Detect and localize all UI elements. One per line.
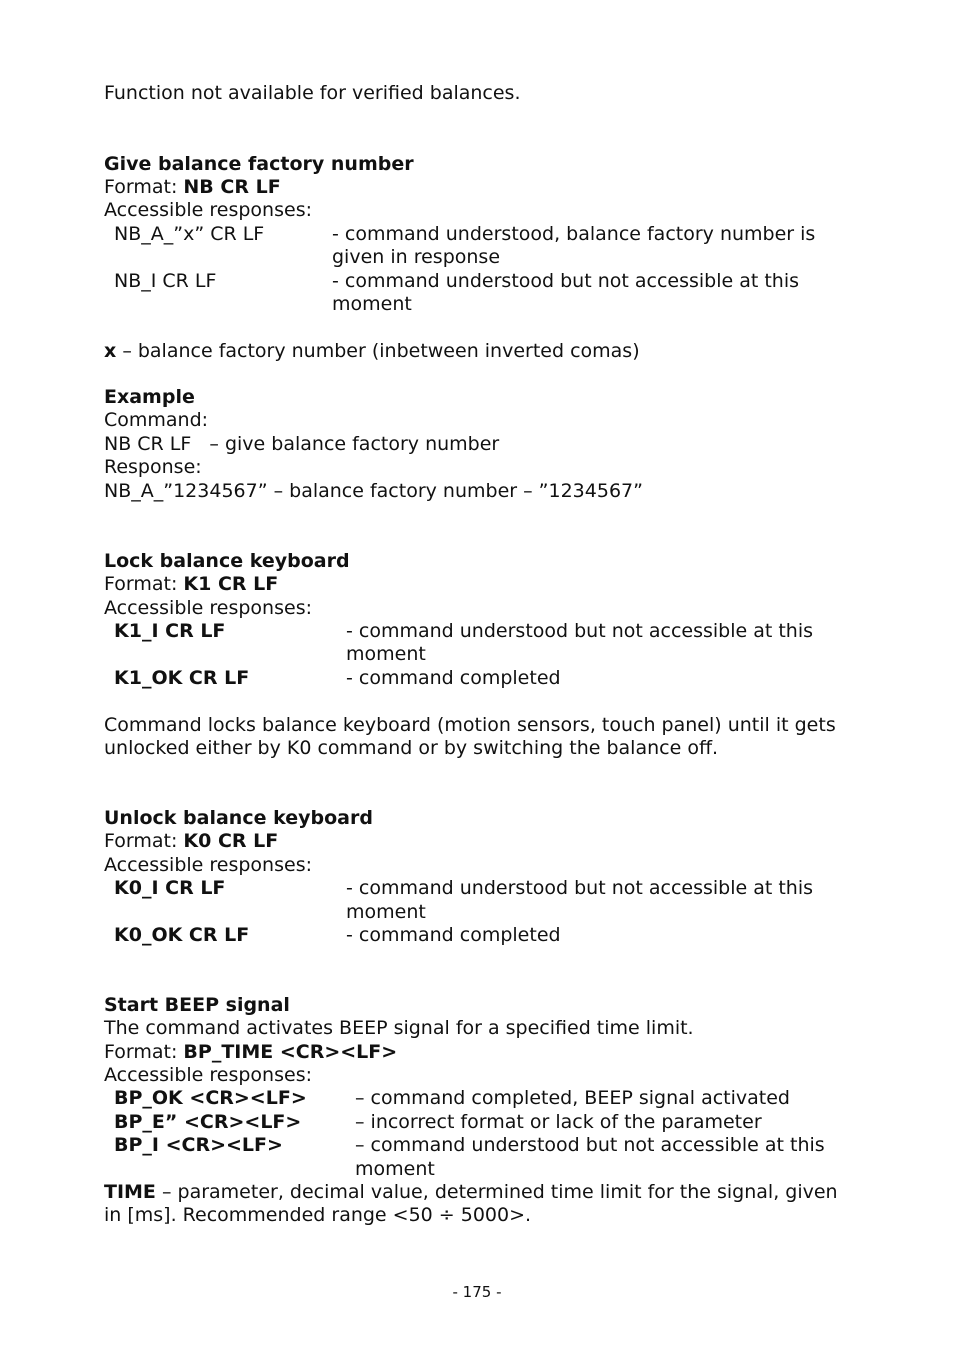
example-title: Example — [104, 386, 195, 408]
format-line-k0 — [104, 830, 278, 853]
x-term: x — [104, 340, 117, 362]
intro-text: Function not available for verified balances. — [104, 82, 521, 104]
response-desc: – command understood but not accessible at this — [355, 1134, 825, 1156]
k1-note: Command locks balance keyboard (motion sensors, touch panel) until it gets — [104, 714, 836, 736]
response-desc: - command understood, balance factory number is — [332, 223, 816, 245]
response-desc: – incorrect format or lack of the parameter — [355, 1111, 762, 1133]
responses-label-k0: Accessible responses: — [104, 854, 312, 876]
response-desc: - command understood but not accessible at this — [346, 877, 814, 899]
response-code: K1_OK CR LF — [114, 667, 250, 689]
response-code: K0_I CR LF — [114, 877, 226, 899]
response-desc: moment — [346, 643, 426, 665]
time-desc-cont: in [ms]. Recommended range <50 ÷ 5000>. — [104, 1204, 532, 1226]
response-desc: - command understood but not accessible at this — [346, 620, 814, 642]
response-desc: moment — [355, 1158, 435, 1180]
section-title-bp: Start BEEP signal — [104, 994, 290, 1016]
response-code: K0_OK CR LF — [114, 924, 250, 946]
response-code: BP_E” <CR><LF> — [114, 1111, 302, 1133]
format-value: K0 CR LF — [183, 830, 279, 852]
command-text: NB CR LF – give balance factory number — [104, 433, 500, 455]
response-desc: moment — [332, 293, 412, 315]
page-number: - 175 - — [452, 1283, 502, 1301]
time-definition — [104, 1181, 838, 1204]
format-label: Format: — [104, 176, 178, 198]
response-code: K1_I CR LF — [114, 620, 226, 642]
format-value: BP_TIME <CR><LF> — [183, 1041, 398, 1063]
response-desc: given in response — [332, 246, 501, 268]
x-definition — [104, 340, 640, 363]
command-label: Command: — [104, 409, 209, 431]
response-text: NB_A_”1234567” – balance factory number – ”1234567” — [104, 480, 643, 502]
section-title-nb: Give balance factory number — [104, 153, 414, 175]
format-label: Format: — [104, 830, 178, 852]
response-label: Response: — [104, 456, 202, 478]
response-desc: - command completed — [346, 924, 561, 946]
response-desc: – command completed, BEEP signal activated — [355, 1087, 790, 1109]
format-label: Format: — [104, 573, 178, 595]
responses-label-bp: Accessible responses: — [104, 1064, 312, 1086]
response-code: BP_OK <CR><LF> — [114, 1087, 307, 1109]
response-code: BP_I <CR><LF> — [114, 1134, 283, 1156]
format-line-nb — [104, 176, 281, 199]
section-title-k0: Unlock balance keyboard — [104, 807, 373, 829]
response-desc: - command completed — [346, 667, 561, 689]
format-label: Format: — [104, 1041, 178, 1063]
time-term: TIME — [104, 1181, 156, 1203]
k1-note: unlocked either by K0 command or by switching the balance off. — [104, 737, 719, 759]
responses-label-nb: Accessible responses: — [104, 199, 312, 221]
format-value: NB CR LF — [183, 176, 281, 198]
time-desc: – parameter, decimal value, determined time limit for the signal, given — [161, 1181, 838, 1203]
bp-desc: The command activates BEEP signal for a specified time limit. — [104, 1017, 694, 1039]
format-value: K1 CR LF — [183, 573, 279, 595]
format-line-bp — [104, 1041, 397, 1064]
response-desc: moment — [346, 901, 426, 923]
section-title-k1: Lock balance keyboard — [104, 550, 350, 572]
responses-label-k1: Accessible responses: — [104, 597, 312, 619]
response-code: NB_A_”x” CR LF — [114, 223, 265, 245]
format-line-k1 — [104, 573, 278, 596]
x-desc: – balance factory number (inbetween inverted comas) — [122, 340, 640, 362]
response-desc: - command understood but not accessible at this — [332, 270, 800, 292]
response-code: NB_I CR LF — [114, 270, 217, 292]
